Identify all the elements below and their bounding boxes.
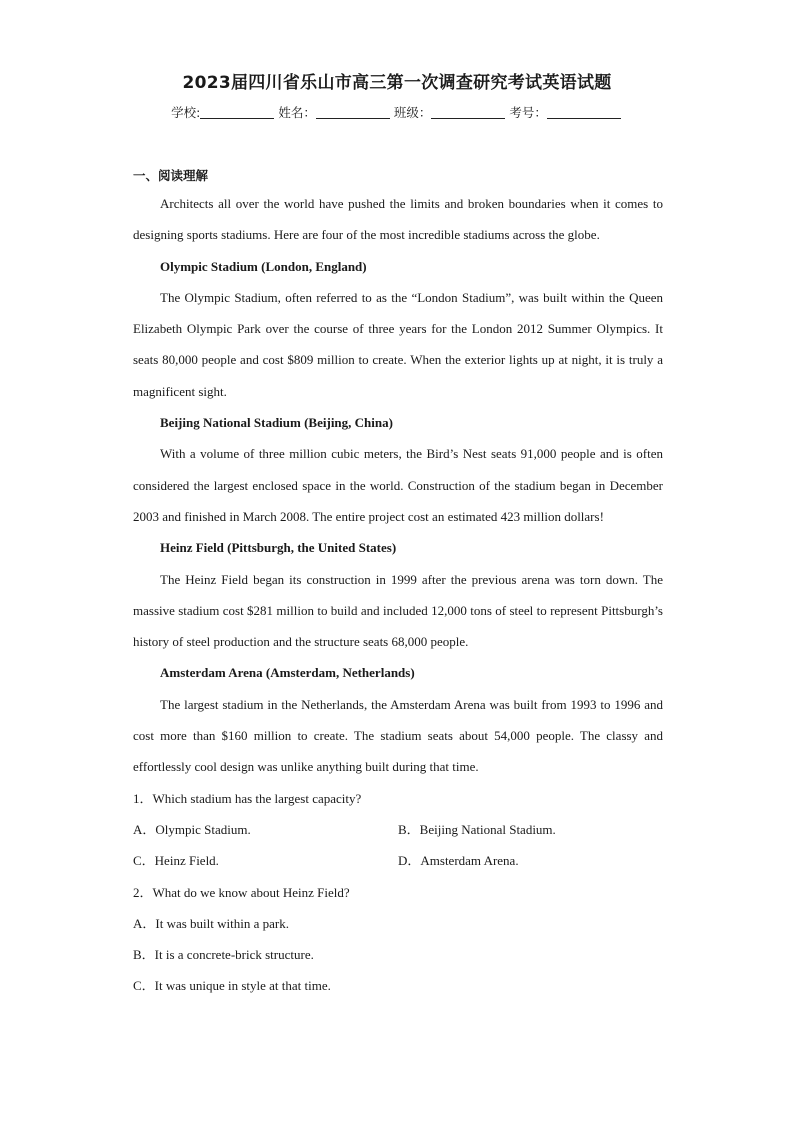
stadium-paragraph: The largest stadium in the Netherlands, the Amsterdam Arena was built from 1993 to 1996 and cost more than $160 million to create. The stadium seats about 54,000 people. The classy and effortlessly cool design was unlike anything built during that time. [133,696,663,775]
stadium-heading: Heinz Field (Pittsburgh, the United States) [160,540,397,556]
section-heading: 一、阅读理解 [133,168,209,183]
stadium-paragraph: The Olympic Stadium, often referred to as the “London Stadium”, was built within the Queen Elizabeth Olympic Park over the course of three years for the London 2012 Summer Olympics. It seats 80,000 people and cost $809 million to create. When the exterior lights up at night, it is truly a magnificent sight. [133,289,663,399]
passage-intro: Architects all over the world have pushed the limits and broken boundaries when it comes to designing sports stadiums. Here are four of the most incredible stadiums across the globe. [133,196,663,243]
class-blank[interactable] [431,106,505,119]
reading-passage [133,188,663,1002]
stadium-heading: Amsterdam Arena (Amsterdam, Netherlands) [160,665,415,681]
question-stem: 1．Which stadium has the largest capacity? [133,790,362,806]
class-field[interactable]: 班级： [394,105,508,120]
question-2 [133,877,663,1002]
exam-number-field[interactable]: 考号： [509,105,623,120]
exam-title: 2023届四川省乐山市高三第一次调查研究考试英语试题 [182,73,612,93]
option-b[interactable]: B．It is a concrete-brick structure. [133,947,314,963]
stadium-heading: Olympic Stadium (London, England) [160,258,367,274]
option-b[interactable]: B．Beijing National Stadium. [398,821,556,837]
name-field[interactable]: 姓名： [278,105,392,120]
stadium-paragraph: With a volume of three million cubic meters, the Bird’s Nest seats 91,000 people and is often considered the largest enclosed space in the world. Construction of the stadium began in December 2003 and finished in March 2008. The entire project cost an estimated 423 million dollars! [133,446,663,524]
question-1 [133,783,663,877]
option-c[interactable]: C．It was unique in style at that time. [133,978,331,994]
name-blank[interactable] [316,106,390,119]
option-a[interactable]: A．It was built within a park. [133,915,289,931]
option-a[interactable]: A．Olympic Stadium. [133,821,251,837]
stadium-heading: Beijing National Stadium (Beijing, China) [160,415,393,431]
question-stem: 2．What do we know about Heinz Field? [133,884,350,900]
exam-number-blank[interactable] [547,106,621,119]
option-c[interactable]: C．Heinz Field. [133,853,219,869]
stadium-paragraph: The Heinz Field began its construction in 1999 after the previous arena was torn down. The massive stadium cost $281 million to build and included 12,000 tons of steel to represent Pittsburgh’s history of steel production and the structure seats 68,000 people. [133,571,663,650]
school-field[interactable]: 学校: [171,105,276,120]
school-blank[interactable] [200,106,274,119]
student-info-line [0,103,794,121]
option-d[interactable]: D．Amsterdam Arena. [398,853,519,869]
